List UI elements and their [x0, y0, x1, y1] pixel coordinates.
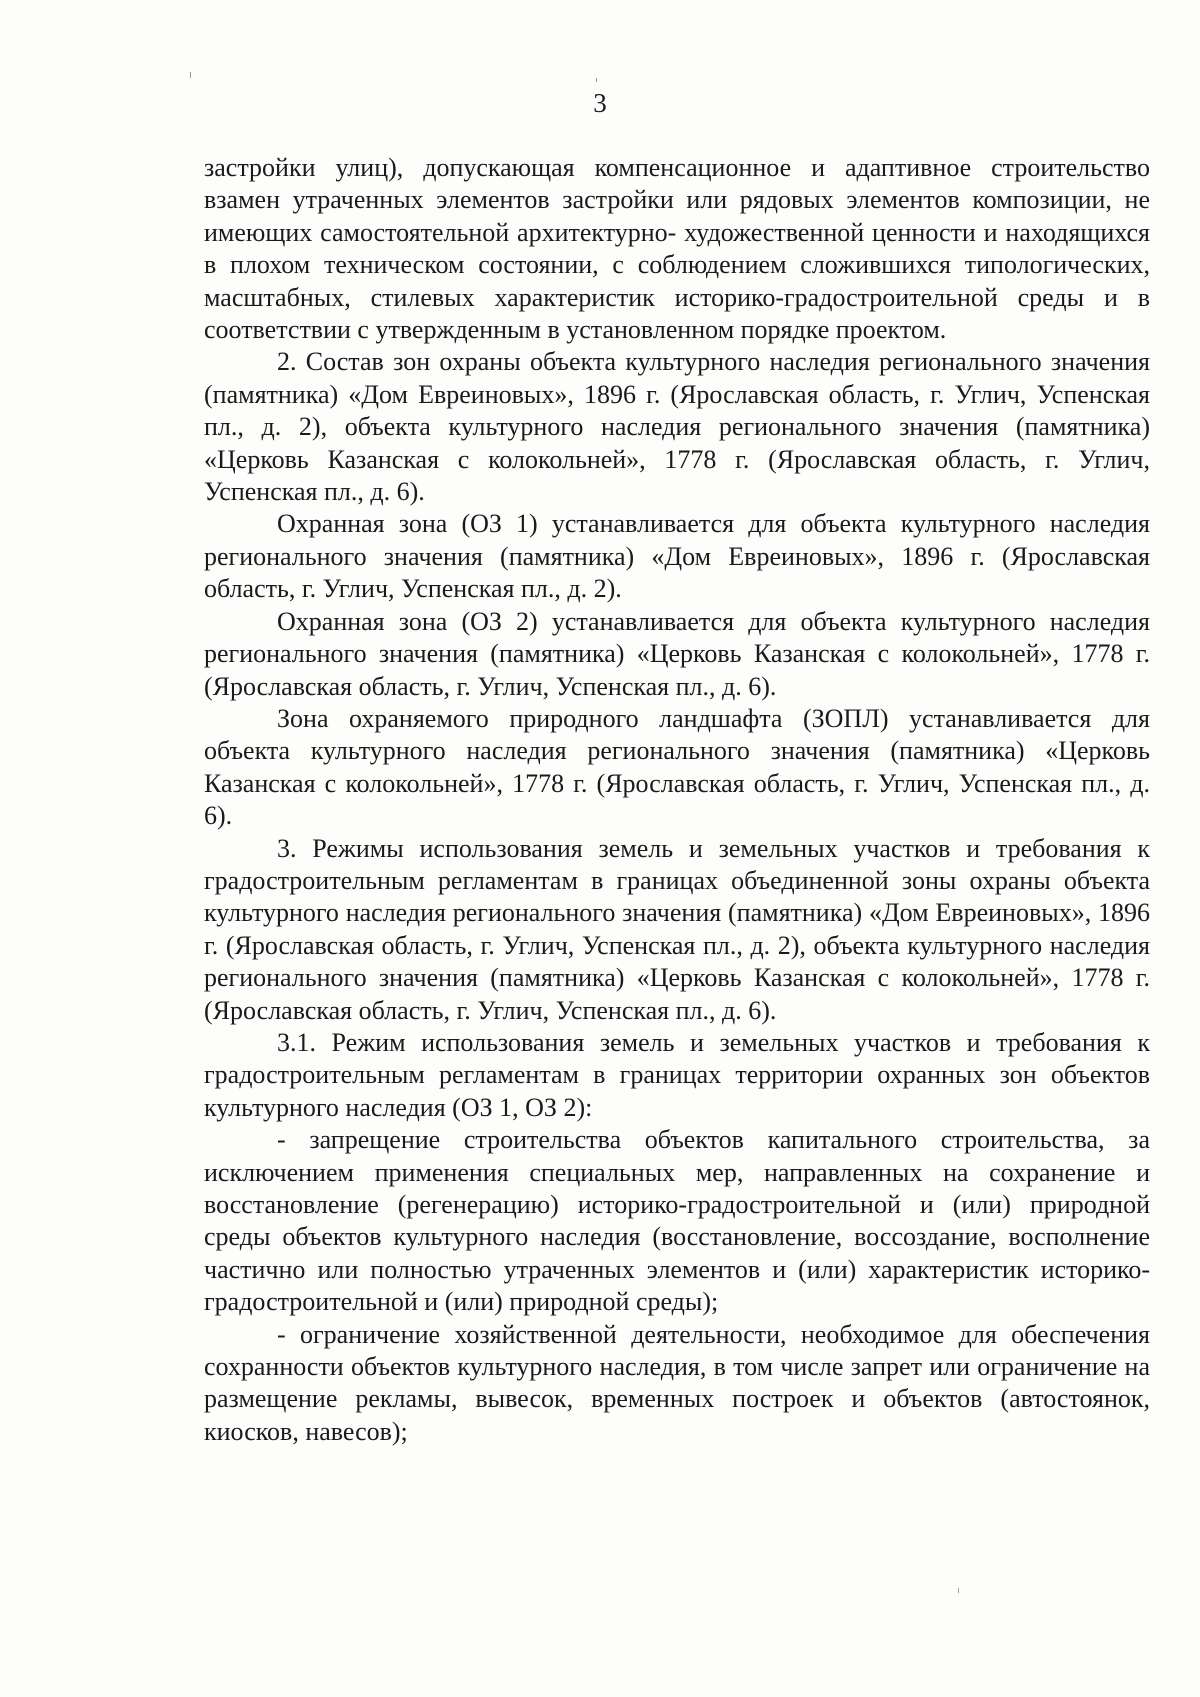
- scan-mark: [596, 78, 597, 82]
- list-item-construction-ban: - запрещение строительства объектов капитального строительства, за исключением применения специальных мер, направленных на сохранение и восстановление (регенерацию) историко-градостроительной и (или) природной среды объектов культурного наследия (восстановление, воссоздание, восполнение частично или полностью утраченных элементов и (или) характеристик историко- градостроительной и (или) природной среды);: [204, 1125, 1150, 1317]
- paragraph-protection-zone-2: Охранная зона (ОЗ 2) устанавливается для объекта культурного наследия регионального значения (памятника) «Церковь Казанская с колокольней», 1778 г. (Ярославская область, г. Углич, Успенская пл., д. 6).: [204, 606, 1150, 701]
- paragraph-zone-composition: 2. Состав зон охраны объекта культурного наследия регионального значения (памятника) «Дом Евреиновых», 1896 г. (Ярославская область, г. Углич, Успенская пл., д. 2), объекта культурного наследия регионального значения (памятника) «Церковь Казанская с колокольней», 1778 г. (Ярославская область, г. Углич, Успенская пл., д. 6).: [204, 347, 1150, 507]
- document-body: [204, 152, 1150, 1448]
- paragraph-landscape-zone: Зона охраняемого природного ландшафта (ЗОПЛ) устанавливается для объекта культурного наследия регионального значения (памятника) «Церковь Казанская с колокольней», 1778 г. (Ярославская область, г. Углич, Успенская пл., д. 6).: [204, 703, 1150, 831]
- paragraph-protection-zone-1: Охранная зона (ОЗ 1) устанавливается для объекта культурного наследия регионального значения (памятника) «Дом Евреиновых», 1896 г. (Ярославская область, г. Углич, Успенская пл., д. 2).: [204, 509, 1150, 604]
- scan-mark: [190, 72, 191, 78]
- paragraph-regime-3-1: 3.1. Режим использования земель и земельных участков и требования к градостроительным регламентам в границах территории охранных зон объектов культурного наследия (ОЗ 1, ОЗ 2):: [204, 1027, 1150, 1122]
- paragraph-continuation: застройки улиц), допускающая компенсационное и адаптивное строительство взамен утраченных элементов застройки или рядовых элементов композиции, не имеющих самостоятельной архитектурно- художественной ценности и находящихся в плохом техническом состоянии, с соблюдением сложившихся типологических, масштабных, стилевых характеристик историко-градостроительной среды и в соответствии с утвержденным в установленном порядке проектом.: [204, 153, 1150, 345]
- scan-mark: [958, 1588, 959, 1593]
- list-item-activity-restriction: - ограничение хозяйственной деятельности, необходимое для обеспечения сохранности объектов культурного наследия, в том числе запрет или ограничение на размещение рекламы, вывесок, временных построек и объектов (автостоянок, киосков, навесов);: [204, 1319, 1150, 1446]
- page-number: 3: [593, 88, 607, 118]
- paragraph-land-use-regimes: 3. Режимы использования земель и земельных участков и требования к градостроительным регламентам в границах объединенной зоны охраны объекта культурного наследия регионального значения (памятника) «Дом Евреиновых», 1896 г. (Ярославская область, г. Углич, Успенская пл., д. 2), объекта культурного наследия регионального значения (памятника) «Церковь Казанская с колокольней», 1778 г. (Ярославская область, г. Углич, Успенская пл., д. 6).: [204, 833, 1150, 1025]
